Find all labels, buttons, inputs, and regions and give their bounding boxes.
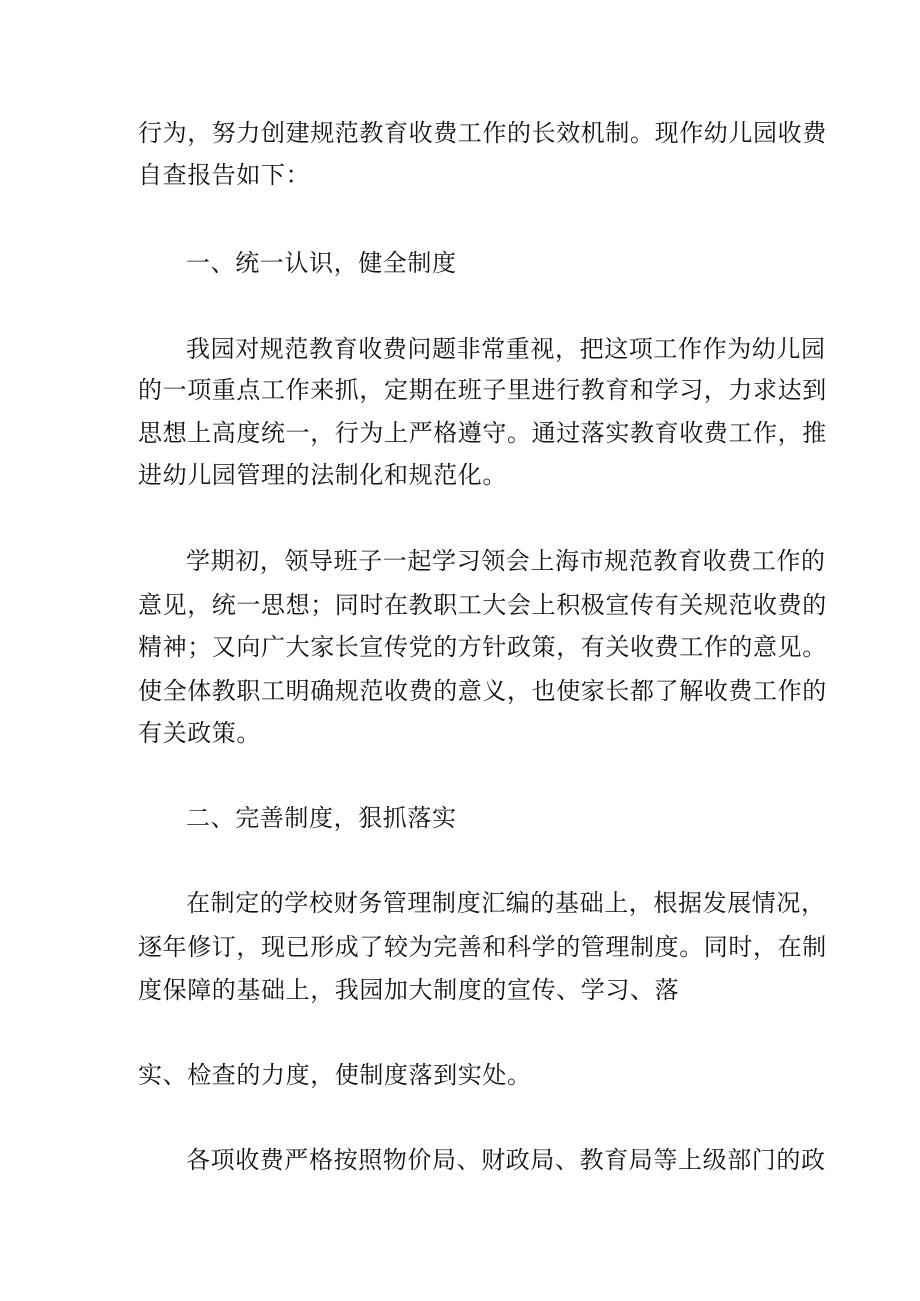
text-line: 逐年修订，现已形成了较为完善和科学的管理制度。同时，在制 <box>138 933 827 961</box>
text-line: 自查报告如下： <box>138 161 311 189</box>
text-line: 精神；又向广大家长宣传党的方针政策，有关收费工作的意见。 <box>138 633 827 661</box>
text-line: 行为，努力创建规范教育收费工作的长效机制。现作幼儿园收费 <box>138 119 827 147</box>
text-line: 在制定的学校财务管理制度汇编的基础上，根据发展情况， <box>186 889 826 917</box>
text-line: 有关政策。 <box>138 719 261 747</box>
text-line: 意见，统一思想；同时在教职工大会上积极宣传有关规范收费的 <box>138 591 827 619</box>
text-line: 进幼儿园管理的法制化和规范化。 <box>138 461 507 489</box>
text-line: 思想上高度统一，行为上严格遵守。通过落实教育收费工作，推 <box>138 419 827 447</box>
text-line: 各项收费严格按照物价局、财政局、教育局等上级部门的政 <box>186 1146 826 1174</box>
text-line: 实、检查的力度，使制度落到实处。 <box>138 1061 532 1089</box>
text-line: 的一项重点工作来抓，定期在班子里进行教育和学习，力求达到 <box>138 376 827 404</box>
text-line: 使全体教职工明确规范收费的意义，也使家长都了解收费工作的 <box>138 677 827 705</box>
text-line: 我园对规范教育收费问题非常重视，把这项工作作为幼儿园 <box>186 335 826 363</box>
text-line: 度保障的基础上，我园加大制度的宣传、学习、落 <box>138 976 680 1004</box>
section-heading: 二、完善制度，狠抓落实 <box>186 804 457 832</box>
section-heading: 一、统一认识，健全制度 <box>186 249 457 277</box>
text-line: 学期初，领导班子一起学习领会上海市规范教育收费工作的 <box>186 547 826 575</box>
